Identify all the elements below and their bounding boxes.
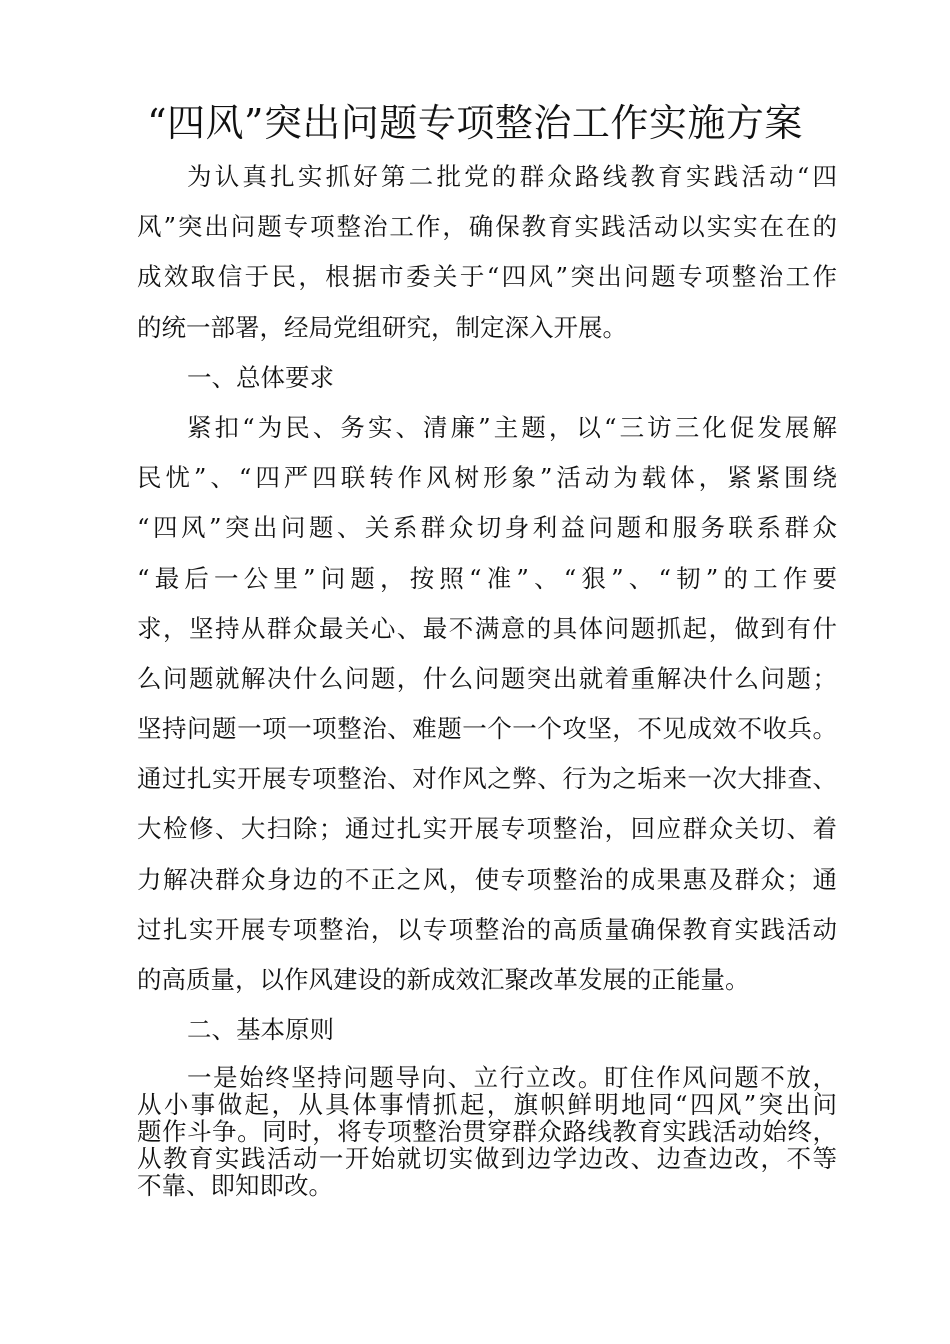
section2-line: 从教育实践活动一开始就切实做到边学边改、边查边改，不等 [137,1144,837,1173]
section-heading-overall-requirements: 一、总体要求 [187,362,334,392]
section2-line: 不靠、即知即改。 [137,1171,333,1200]
section1-line: 求，坚持从群众最关心、最不满意的具体问题抓起，做到有什 [137,613,837,643]
section1-line: 么问题就解决什么问题，什么问题突出就着重解决什么问题； [137,663,837,693]
section2-line: 一是始终坚持问题导向、立行立改。盯住作风问题不放， [187,1063,837,1092]
intro-line: 成效取信于民，根据市委关于“四风”突出问题专项整治工作 [137,262,837,292]
intro-line: 为认真扎实抓好第二批党的群众路线教育实践活动“四 [187,162,837,191]
section-heading-basic-principles: 二、基本原则 [187,1015,334,1045]
section1-line: 民忧”、“四严四联转作风树形象”活动为载体，紧紧围绕 [137,463,837,493]
section1-line: 紧扣“为民、务实、清廉”主题，以“三访三化促发展解 [187,412,837,442]
section1-line: 过扎实开展专项整治，以专项整治的高质量确保教育实践活动 [137,914,837,944]
section1-line: “最后一公里”问题，按照“准”、“狠”、“韧”的工作要 [137,563,837,593]
section1-line: 通过扎实开展专项整治、对作风之弊、行为之垢来一次大排查、 [137,764,837,794]
intro-line: 风”突出问题专项整治工作，确保教育实践活动以实实在在的 [137,212,837,242]
section1-line: “四风”突出问题、关系群众切身利益问题和服务联系群众 [137,513,837,543]
section2-line: 题作斗争。同时，将专项整治贯穿群众路线教育实践活动始终， [137,1117,837,1146]
section1-line: 坚持问题一项一项整治、难题一个一个攻坚，不见成效不收兵。 [137,714,837,744]
section2-body [137,1064,837,1199]
section2-line: 从小事做起，从具体事情抓起，旗帜鲜明地同“四风”突出问 [137,1090,837,1119]
section1-line: 的高质量，以作风建设的新成效汇聚改革发展的正能量。 [137,965,750,994]
document-body [137,152,837,1055]
intro-line: 的统一部署，经局党组研究，制定深入开展。 [137,312,627,342]
section1-line: 力解决群众身边的不正之风，使专项整治的成果惠及群众；通 [137,864,837,894]
document-title: “四风”突出问题专项整治工作实施方案 [147,101,803,145]
section1-line: 大检修、大扫除；通过扎实开展专项整治，回应群众关切、着 [137,814,837,844]
